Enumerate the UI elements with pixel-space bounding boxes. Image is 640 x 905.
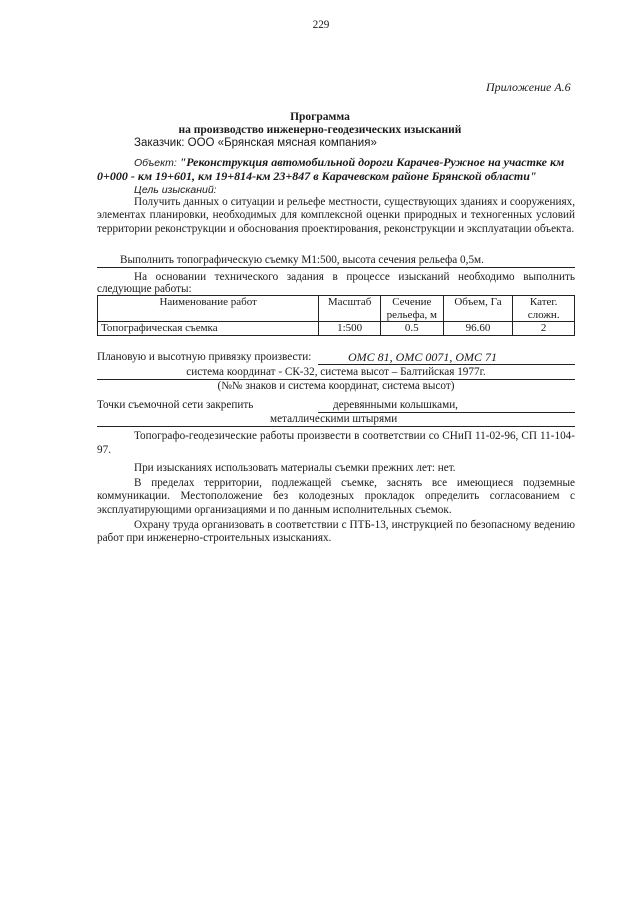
- basis-line-2: следующие работы:: [97, 283, 192, 295]
- object-value-2: 0+000 - км 19+601, км 19+814-км 23+847 в Карачевском районе Брянской области": [97, 169, 537, 183]
- goal-text: Получить данных о ситуации и рельефе местности, существующих зданиях и сооружениях, элементах планировки, необходимых для комплексной оценки природных и техногенных условий территории реконструкции и обоснования проектирования, реконструкции и эксплуатации объекта.: [97, 196, 575, 235]
- fixing-label: Точки съемочной сети закрепить: [97, 399, 254, 411]
- table-header-cell: Сечение рельефа, м: [380, 296, 443, 322]
- document-subtitle: на производство инженерно-геодезических изысканий: [178, 124, 462, 136]
- table-cell: 0.5: [380, 322, 443, 336]
- customer-label: Заказчик:: [134, 137, 185, 149]
- object-value-1: "Реконструкция автомобильной дороги Карачев-Ружное на участке км: [179, 155, 565, 169]
- object-line-1: [134, 156, 564, 170]
- binding-system: система координат - СК-32, система высот – Балтийская 1977г.: [97, 366, 575, 380]
- paragraph-materials: При изысканиях использовать материалы съемки прежних лет: нет.: [134, 462, 456, 474]
- table-row: [98, 322, 575, 336]
- table-cell: 96.60: [443, 322, 513, 336]
- binding-label: Плановую и высотную привязку произвести:: [97, 351, 312, 363]
- works-table-header-row: [98, 296, 575, 322]
- works-table: [97, 295, 575, 336]
- binding-points: ОМС 81, ОМС 0071, ОМС 71: [318, 351, 575, 365]
- goal-label: Цель изысканий:: [134, 184, 217, 196]
- table-cell: 2: [513, 322, 575, 336]
- page-number: 229: [312, 19, 330, 31]
- table-header-cell: Масштаб: [319, 296, 381, 322]
- table-header-cell: Наименование работ: [98, 296, 319, 322]
- binding-caption: (№№ знаков и система координат, система высот): [217, 380, 455, 392]
- paragraph-safety: Охрану труда организовать в соответствии с ПТБ-13, инструкцией по безопасному ведению работ при инженерно-строительных изысканиях.: [97, 519, 575, 545]
- table-header-cell: Объем, Га: [443, 296, 513, 322]
- table-header-cell: Катег. сложн.: [513, 296, 575, 322]
- fixing-value-1: деревянными колышками,: [318, 399, 575, 413]
- paragraph-snip: Топографо-геодезические работы произвести в соответствии со СНиП 11-02-96, СП 11-104-97.: [97, 430, 575, 456]
- survey-line: Выполнить топографическую съемку М1:500, высота сечения рельефа 0,5м.: [97, 254, 575, 268]
- customer-value: ООО «Брянская мясная компания»: [187, 137, 377, 149]
- object-label: Объект:: [134, 157, 177, 169]
- basis-line-1: На основании технического задания в процессе изысканий необходимо выполнить: [134, 271, 575, 283]
- customer-line: [134, 137, 377, 150]
- table-cell: Топографическая съемка: [98, 322, 319, 336]
- appendix-label: Приложение А.6: [486, 80, 571, 94]
- document-title: Программа: [290, 111, 350, 123]
- fixing-value-2: металлическими штырями: [97, 413, 575, 427]
- table-cell: 1:500: [319, 322, 381, 336]
- paragraph-underground: В пределах территории, подлежащей съемке, заснять все имеющиеся подземные коммуникации. Местоположение без колодезных прокладок определить согласованием с эксплуатирующими организациями и по данным исполнительных съемок.: [97, 477, 575, 516]
